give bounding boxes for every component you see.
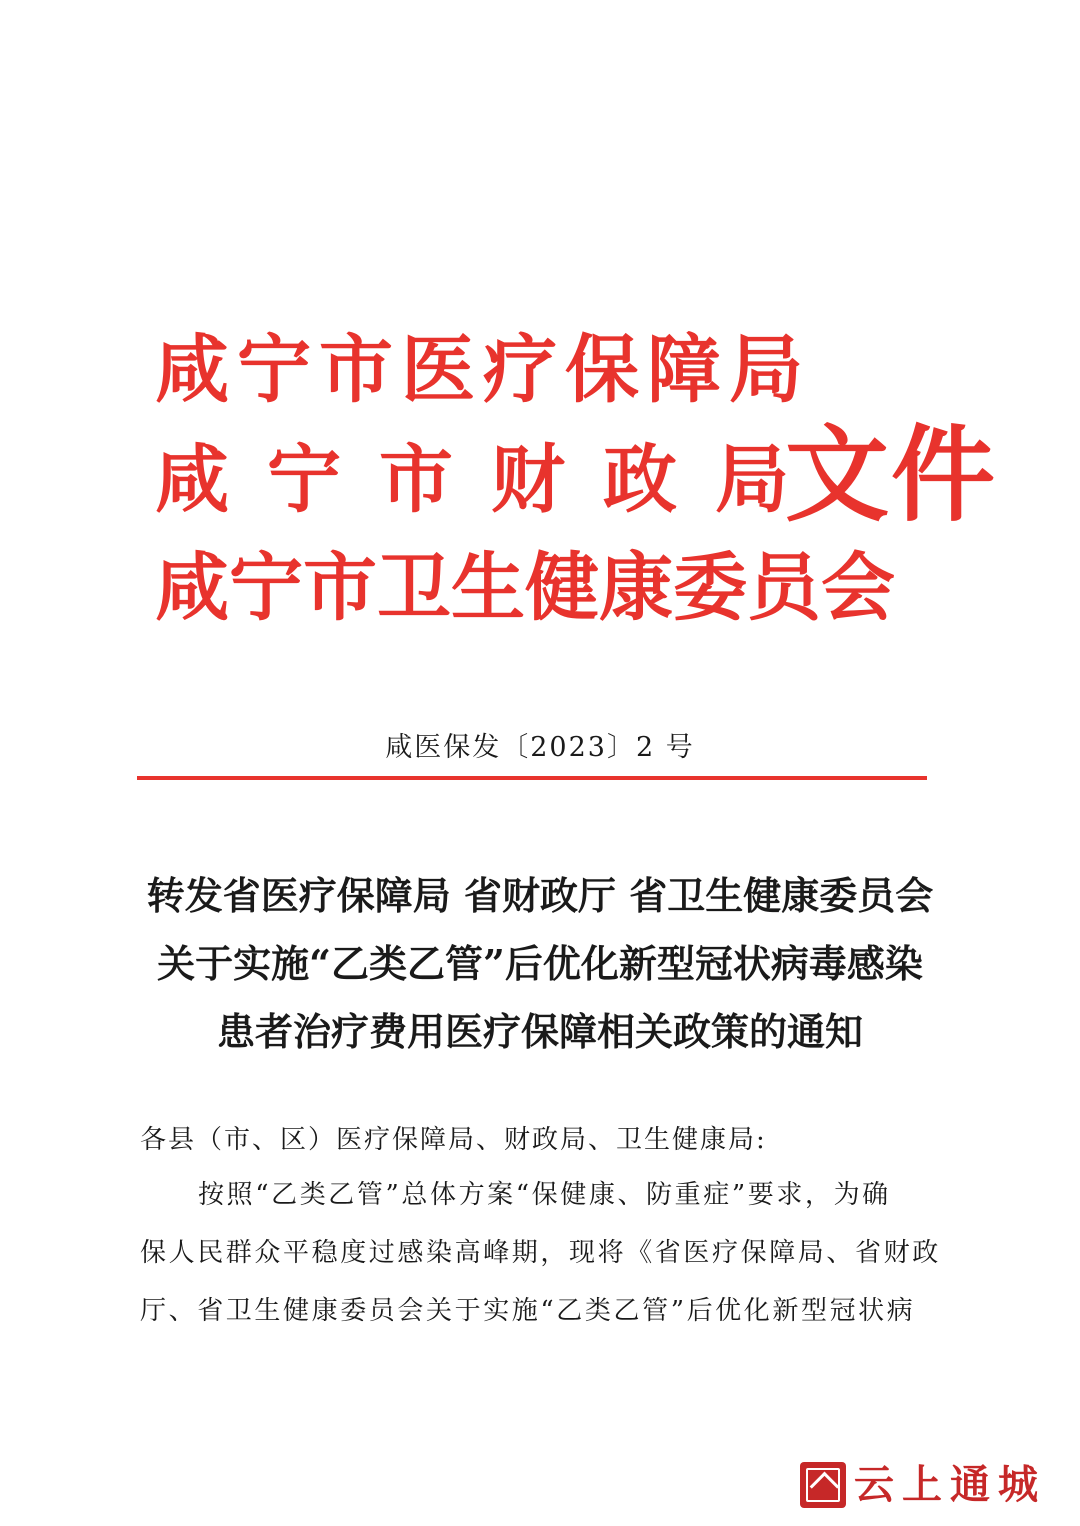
watermark-logo xyxy=(800,1455,1046,1515)
red-separator-line xyxy=(137,776,927,780)
document-label: 文件 xyxy=(785,413,998,536)
seal-icon xyxy=(800,1462,846,1508)
document-title xyxy=(100,862,980,1066)
document-number: 咸医保发〔2023〕2 号 xyxy=(385,732,695,763)
body-line-2: 保人民群众平稳度过感染高峰期，现将《省医疗保障局、省财政 xyxy=(140,1238,941,1268)
issuer-finance-bureau: 咸宁市财政局 xyxy=(155,437,827,523)
title-line-2: 关于实施“乙类乙管”后优化新型冠状病毒感染 xyxy=(157,941,923,986)
watermark-text: 云上通城 xyxy=(854,1461,1046,1508)
title-line-3: 患者治疗费用医疗保障相关政策的通知 xyxy=(216,1009,863,1054)
title-line-1: 转发省医疗保障局 省财政厅 省卫生健康委员会 xyxy=(146,873,934,918)
issuer-medical-security-bureau: 咸宁市医疗保障局 xyxy=(155,327,811,413)
salutation: 各县（市、区）医疗保障局、财政局、卫生健康局: xyxy=(140,1125,767,1155)
body-line-1: 按照“乙类乙管”总体方案“保健康、防重症”要求，为确 xyxy=(198,1180,891,1210)
issuer-health-commission: 咸宁市卫生健康委员会 xyxy=(155,545,895,631)
issuing-agencies xyxy=(155,320,998,640)
body-paragraph xyxy=(140,1175,940,1349)
body-line-3: 厅、省卫生健康委员会关于实施“乙类乙管”后优化新型冠状病 xyxy=(140,1296,916,1326)
